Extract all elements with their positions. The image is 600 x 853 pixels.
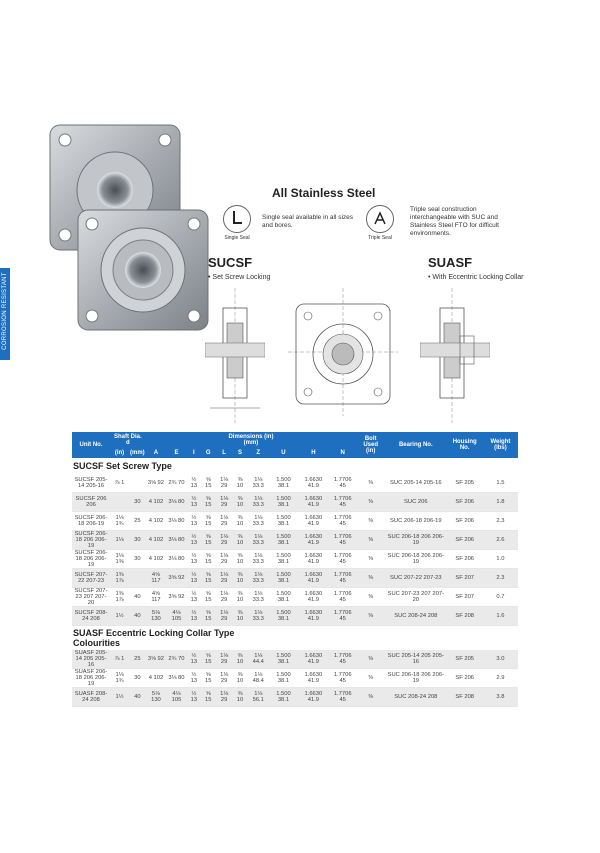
- cell-dim: 1.7706 45: [329, 607, 356, 626]
- cell-unit: SUCSF 205-14 205-16: [72, 474, 110, 493]
- cell-dim: 3⅝ 92: [146, 650, 167, 669]
- cell-dim: 1.6630 41.9: [298, 512, 330, 531]
- cell-dim: ½ 13: [187, 550, 201, 569]
- cell-housing: SF 206: [447, 531, 483, 550]
- cell-dim: 1⅛ 29: [215, 493, 232, 512]
- col-bearing-no: Bearing No.: [385, 432, 446, 458]
- cell-dim: 1.6630 41.9: [298, 493, 330, 512]
- cell-dim: 1⅛ 33.3: [247, 531, 269, 550]
- table-row: [72, 650, 518, 669]
- section-suasf-title: SUASF Eccentric Locking Collar Type: [73, 628, 235, 638]
- product-photo: [40, 120, 210, 335]
- cell-unit: SUASF 206-18 206 206-19: [72, 669, 110, 688]
- table-row: [72, 588, 518, 607]
- cell-weight: 2.9: [483, 669, 518, 688]
- section-heading-row: [72, 626, 518, 651]
- cell-dim: ⅜ 10: [233, 650, 247, 669]
- cell-dim: 1.500 38.1: [269, 569, 297, 588]
- front-view-drawing: [288, 288, 398, 416]
- cell-housing: SF 206: [447, 669, 483, 688]
- cell-dim: ⅝ 15: [201, 688, 215, 707]
- table-row: [72, 512, 518, 531]
- cell-dim: 1⅛ 29: [215, 550, 232, 569]
- cell-dim: 2¾ 70: [166, 474, 187, 493]
- cell-weight: 1.8: [483, 493, 518, 512]
- triple-seal-figure: [360, 205, 400, 242]
- model-suasf: SUASF: [428, 255, 473, 270]
- cell-dim: 1⅛ 33.3: [247, 569, 269, 588]
- cell-bearing: SUC 206-18 206-19: [385, 512, 446, 531]
- col-housing-no: Housing No.: [447, 432, 483, 458]
- cell-bearing: SUC 206-18 206 206-19: [385, 550, 446, 569]
- cell-in: 1⅛: [110, 531, 129, 550]
- cell-dim: ⅜: [356, 669, 385, 688]
- cell-in: 1⅜ 1⅞: [110, 569, 129, 588]
- triple-seal-icon: [366, 205, 394, 233]
- cell-bearing: SUC 208-24 208: [385, 607, 446, 626]
- cell-dim: 1⅛ 56.1: [247, 688, 269, 707]
- cell-dim: 1.500 38.1: [269, 688, 297, 707]
- cell-dim: 1⅛ 29: [215, 688, 232, 707]
- cell-dim: 1⅛ 33.3: [247, 512, 269, 531]
- cell-dim: 1.7706 45: [329, 569, 356, 588]
- cell-dim: 1⅛ 29: [215, 588, 232, 607]
- cell-dim: ½ 13: [187, 688, 201, 707]
- cell-dim: 1.500 38.1: [269, 474, 297, 493]
- side-tab: [0, 268, 10, 360]
- cell-dim: 1⅛ 29: [215, 650, 232, 669]
- cell-dim: 3⅝ 92: [166, 588, 187, 607]
- cell-dim: 1.6630 41.9: [298, 531, 330, 550]
- cell-dim: 4⅝ 117: [146, 588, 167, 607]
- cell-dim: 1.500 38.1: [269, 669, 297, 688]
- cell-dim: 1.6630 41.9: [298, 569, 330, 588]
- cell-dim: 1.500 38.1: [269, 512, 297, 531]
- table-row: [72, 607, 518, 626]
- cell-dim: 1⅛ 33.3: [247, 588, 269, 607]
- cell-unit: SUASF 208-24 208: [72, 688, 110, 707]
- cell-dim: ½ 13: [187, 512, 201, 531]
- cell-weight: 2.3: [483, 569, 518, 588]
- suasf-section-drawing: [420, 288, 490, 423]
- cell-dim: 1⅛ 29: [215, 531, 232, 550]
- cell-dim: ⅝ 15: [201, 550, 215, 569]
- cell-dim: 1.500 38.1: [269, 531, 297, 550]
- table-row: [72, 569, 518, 588]
- cell-dim: 1⅛ 29: [215, 512, 232, 531]
- cell-mm: 25: [129, 650, 146, 669]
- cell-dim: 1.500 38.1: [269, 550, 297, 569]
- cell-dim: ½ 13: [187, 650, 201, 669]
- cell-dim: 1⅛ 33.3: [247, 474, 269, 493]
- cell-mm: 30: [129, 493, 146, 512]
- cell-dim: ⅜: [356, 688, 385, 707]
- cell-dim: 3⅝ 92: [146, 474, 167, 493]
- cell-dim: 1.6630 41.9: [298, 607, 330, 626]
- cell-dim: ⅝ 15: [201, 650, 215, 669]
- col-weight: Weight (lbs): [483, 432, 518, 458]
- cell-housing: SF 205: [447, 474, 483, 493]
- cell-dim: 1.7706 45: [329, 550, 356, 569]
- cell-dim: ½ 13: [187, 493, 201, 512]
- cell-dim: 1.500 38.1: [269, 588, 297, 607]
- single-seal-icon: [223, 205, 251, 233]
- cell-dim: ½ 13: [187, 569, 201, 588]
- cell-dim: ⅜ 10: [233, 569, 247, 588]
- cell-dim: ⅜ 10: [233, 474, 247, 493]
- cell-weight: 2.3: [483, 512, 518, 531]
- cell-mm: 40: [129, 607, 146, 626]
- cell-weight: 3.0: [483, 650, 518, 669]
- cell-dim: ⅜ 10: [233, 607, 247, 626]
- cell-dim: 1⅛ 29: [215, 474, 232, 493]
- cell-dim: ⅝ 15: [201, 669, 215, 688]
- cell-bearing: SUC 205-14 205-16: [385, 474, 446, 493]
- cell-dim: ⅜ 10: [233, 550, 247, 569]
- cell-dim: ½ 13: [187, 588, 201, 607]
- cell-dim: 3⅛ 80: [166, 493, 187, 512]
- cell-dim: 4 102: [146, 531, 167, 550]
- cell-dim: 1⅛ 48.4: [247, 669, 269, 688]
- cell-in: 1⅛ 1¾: [110, 669, 129, 688]
- col-a: A: [146, 448, 167, 458]
- section-sucsf-heading: SUCSF Set Screw Type: [72, 458, 518, 474]
- col-dimensions: Dimensions (in) (mm): [146, 432, 357, 448]
- cell-dim: 5⅛ 130: [146, 607, 167, 626]
- page-title: All Stainless Steel: [272, 186, 376, 200]
- cell-dim: ⅝ 15: [201, 512, 215, 531]
- cell-housing: SF 207: [447, 569, 483, 588]
- cell-unit: SUCSF 206-18 206 206-19: [72, 550, 110, 569]
- cell-unit: SUCSF 207-22 207-23: [72, 569, 110, 588]
- cell-mm: 25: [129, 512, 146, 531]
- cell-dim: ⅝ 15: [201, 493, 215, 512]
- cell-in: ⅞ 1: [110, 650, 129, 669]
- cell-dim: 4 102: [146, 512, 167, 531]
- cell-dim: 3⅛ 80: [166, 512, 187, 531]
- cell-housing: SF 206: [447, 550, 483, 569]
- cell-dim: 1⅛ 29: [215, 607, 232, 626]
- cell-dim: 1.7706 45: [329, 588, 356, 607]
- cell-dim: 3⅛ 80: [166, 550, 187, 569]
- cell-weight: 0.7: [483, 588, 518, 607]
- cell-dim: 1.7706 45: [329, 650, 356, 669]
- cell-dim: ½ 13: [187, 531, 201, 550]
- cell-in: [110, 493, 129, 512]
- cell-bearing: SUC 205-14 205 205-16: [385, 650, 446, 669]
- cell-dim: ⅜ 10: [233, 531, 247, 550]
- cell-mm: [129, 474, 146, 493]
- cell-unit: SUCSF 208-24 208: [72, 607, 110, 626]
- col-shaft-dia: Shaft Dia. d: [110, 432, 146, 448]
- cell-dim: ⅝ 15: [201, 531, 215, 550]
- cell-dim: ⅜: [356, 531, 385, 550]
- cell-dim: 4⅛ 105: [166, 607, 187, 626]
- cell-dim: ⅜: [356, 588, 385, 607]
- cell-dim: ⅜: [356, 607, 385, 626]
- cell-housing: SF 205: [447, 650, 483, 669]
- cell-bearing: SUC 206: [385, 493, 446, 512]
- cell-dim: 1.500 38.1: [269, 607, 297, 626]
- cell-unit: SUCSF 206-18 206-19: [72, 512, 110, 531]
- cell-dim: 3⅛ 80: [166, 669, 187, 688]
- cell-dim: 1.500 38.1: [269, 650, 297, 669]
- col-s: S: [233, 448, 247, 458]
- section-suasf-subtitle: Colourities: [73, 638, 121, 648]
- cell-dim: 5⅛ 130: [146, 688, 167, 707]
- cell-dim: ½ 13: [187, 607, 201, 626]
- col-z: Z: [247, 448, 269, 458]
- cell-dim: 4⅛ 105: [166, 688, 187, 707]
- side-tab-label: CORROSION RESISTANT: [2, 272, 8, 350]
- cell-dim: 4 102: [146, 493, 167, 512]
- model-suasf-desc: • With Eccentric Locking Collar: [428, 274, 524, 281]
- cell-dim: 3⅛ 80: [166, 531, 187, 550]
- cell-in: ⅞ 1: [110, 474, 129, 493]
- cell-dim: 1⅛ 33.3: [247, 607, 269, 626]
- cell-mm: 40: [129, 688, 146, 707]
- cell-housing: SF 206: [447, 493, 483, 512]
- col-h: H: [298, 448, 330, 458]
- cell-dim: 1.7706 45: [329, 688, 356, 707]
- single-seal-figure: [218, 205, 256, 242]
- cell-dim: ⅝ 15: [201, 588, 215, 607]
- cell-dim: ½ 13: [187, 669, 201, 688]
- cell-dim: ⅜ 10: [233, 688, 247, 707]
- cell-housing: SF 208: [447, 688, 483, 707]
- cell-bearing: SUC 206-18 206 206-19: [385, 531, 446, 550]
- cell-in: 1⅛ 1¾: [110, 512, 129, 531]
- model-sucsf: SUCSF: [208, 255, 253, 270]
- cell-dim: 1⅛ 33.3: [247, 550, 269, 569]
- cell-dim: 1⅛ 33.3: [247, 493, 269, 512]
- sucsf-section-drawing: [205, 288, 265, 423]
- cell-dim: ⅝ 15: [201, 569, 215, 588]
- cell-mm: 30: [129, 550, 146, 569]
- cell-dim: 1⅛ 29: [215, 669, 232, 688]
- cell-weight: 2.6: [483, 531, 518, 550]
- col-e: E: [166, 448, 187, 458]
- cell-dim: ⅝ 15: [201, 607, 215, 626]
- section-heading-row: [72, 458, 518, 474]
- cell-dim: ⅜ 10: [233, 588, 247, 607]
- cell-dim: ⅜: [356, 493, 385, 512]
- cell-dim: 1⅛ 44.4: [247, 650, 269, 669]
- cell-dim: ⅜ 10: [233, 493, 247, 512]
- cell-dim: 4 102: [146, 550, 167, 569]
- cell-mm: [129, 569, 146, 588]
- table-row: [72, 688, 518, 707]
- cell-dim: 4 102: [146, 669, 167, 688]
- cell-weight: 1.6: [483, 607, 518, 626]
- col-bolt: Bolt Used (in): [356, 432, 385, 458]
- table-row: [72, 550, 518, 569]
- cell-dim: 1.7706 45: [329, 669, 356, 688]
- cell-dim: 1.7706 45: [329, 531, 356, 550]
- cell-dim: 1.500 38.1: [269, 493, 297, 512]
- cell-dim: 1.7706 45: [329, 512, 356, 531]
- cell-dim: ⅜ 10: [233, 512, 247, 531]
- cell-dim: ⅜: [356, 569, 385, 588]
- cell-in: 1⅛ 1⅜: [110, 550, 129, 569]
- cell-dim: 4⅝ 117: [146, 569, 167, 588]
- cell-dim: 2¾ 70: [166, 650, 187, 669]
- cell-dim: ⅜: [356, 550, 385, 569]
- cell-bearing: SUC 207-22 207-23: [385, 569, 446, 588]
- cell-housing: SF 206: [447, 512, 483, 531]
- cell-in: 1⅜ 1⅞: [110, 588, 129, 607]
- cell-dim: 3⅝ 92: [166, 569, 187, 588]
- cell-unit: SUASF 205-14 205 205-16: [72, 650, 110, 669]
- table-row: [72, 474, 518, 493]
- col-u: U: [269, 448, 297, 458]
- cell-bearing: SUC 206-18 206 206-19: [385, 669, 446, 688]
- table-row: [72, 531, 518, 550]
- cell-weight: 1.0: [483, 550, 518, 569]
- cell-unit: SUCSF 207-23 207 207-20: [72, 588, 110, 607]
- cell-weight: 1.5: [483, 474, 518, 493]
- single-seal-label: Single Seal: [224, 235, 250, 241]
- cell-mm: 30: [129, 531, 146, 550]
- cell-dim: ½ 13: [187, 474, 201, 493]
- cell-dim: 1.6630 41.9: [298, 650, 330, 669]
- model-sucsf-desc: • Set Screw Locking: [208, 274, 271, 281]
- cell-unit: SUCSF 206 206: [72, 493, 110, 512]
- col-g: G: [201, 448, 215, 458]
- col-unit-no: Unit No.: [72, 432, 110, 458]
- single-seal-text: Single seal available in all sizes and bores.: [262, 214, 354, 229]
- cell-dim: 1.6630 41.9: [298, 688, 330, 707]
- spec-table: [72, 432, 518, 707]
- cell-bearing: SUC 208-24 208: [385, 688, 446, 707]
- section-suasf-heading: [72, 626, 518, 651]
- cell-weight: 3.8: [483, 688, 518, 707]
- cell-dim: ⅜: [356, 650, 385, 669]
- cell-dim: ⅜: [356, 474, 385, 493]
- col-n: N: [329, 448, 356, 458]
- triple-seal-text: Triple seal construction interchangeable with SUC and Stainless Steel FTO for difficult environments.: [410, 206, 499, 237]
- cell-dim: ⅝ 15: [201, 474, 215, 493]
- cell-in: 1½: [110, 607, 129, 626]
- col-mm: (mm): [130, 450, 145, 456]
- cell-mm: 40: [129, 588, 146, 607]
- col-i: I: [187, 448, 201, 458]
- table-row: [72, 493, 518, 512]
- cell-dim: 1.6630 41.9: [298, 550, 330, 569]
- cell-dim: 1.7706 45: [329, 493, 356, 512]
- table-row: [72, 669, 518, 688]
- cell-dim: ⅜: [356, 512, 385, 531]
- cell-housing: SF 207: [447, 588, 483, 607]
- triple-seal-label: Triple Seal: [368, 235, 392, 241]
- cell-dim: 1.7706 45: [329, 474, 356, 493]
- cell-mm: 30: [129, 669, 146, 688]
- cell-dim: 1⅛ 29: [215, 569, 232, 588]
- cell-dim: ⅜ 10: [233, 669, 247, 688]
- cell-dim: 1.6630 41.9: [298, 669, 330, 688]
- cell-dim: 1.6630 41.9: [298, 588, 330, 607]
- col-in: (in): [110, 448, 129, 458]
- cell-housing: SF 208: [447, 607, 483, 626]
- cell-bearing: SUC 207-23 207 207-20: [385, 588, 446, 607]
- col-l: L: [215, 448, 232, 458]
- cell-in: 1½: [110, 688, 129, 707]
- cell-unit: SUCSF 206-18 206 206-19: [72, 531, 110, 550]
- cell-dim: 1.6630 41.9: [298, 474, 330, 493]
